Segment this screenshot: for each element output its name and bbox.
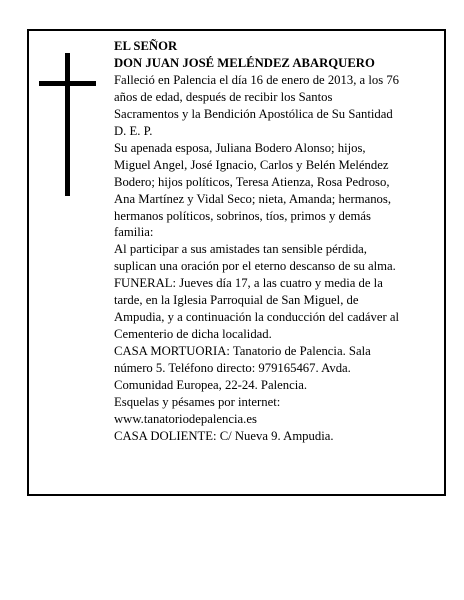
mortuary-info: CASA MORTUORIA: Tanatorio de Palencia. Sala número 5. Teléfono directo: 979165467. Avda. Comunidad Europea, 22-24. Palencia.: [114, 344, 371, 393]
prayer-request: Al participar a sus amistades tan sensible pérdida, suplican una oración por el eterno descanso de su alma.: [114, 242, 396, 274]
online-condolences: Esquelas y pésames por internet: www.tanatoriodepalencia.es: [114, 395, 281, 426]
family-paragraph: Su apenada esposa, Juliana Bodero Alonso; hijos, Miguel Angel, José Ignacio, Carlos y Belén Meléndez Bodero; hijos políticos, Teresa Atienza, Rosa Pedroso, Ana Martínez y Vidal Seco; nieta, Amanda; hermanos, hermanos políticos, sobrinos, tíos, primos y demás familia:: [114, 140, 391, 240]
heading-title: EL SEÑOR: [114, 39, 178, 53]
death-info: Falleció en Palencia el día 16 de enero de 2013, a los 76 años de edad, después de recibir los Santos Sacramentos y la Bendición Apostólica de Su Santidad D. E. P.: [114, 72, 400, 138]
mourning-house: CASA DOLIENTE: C/ Nueva 9. Ampudia.: [114, 428, 334, 443]
obituary-text: [114, 38, 434, 445]
funeral-info: FUNERAL: Jueves día 17, a las cuatro y media de la tarde, en la Iglesia Parroquial de San Miguel, de Ampudia, y a continuación la conducción del cadáver al Cementerio de dicha localidad.: [114, 276, 400, 342]
cross-icon-horizontal: [39, 81, 96, 86]
deceased-name: DON JUAN JOSÉ MELÉNDEZ ABARQUERO: [114, 55, 375, 70]
cross-icon-vertical: [65, 53, 70, 196]
